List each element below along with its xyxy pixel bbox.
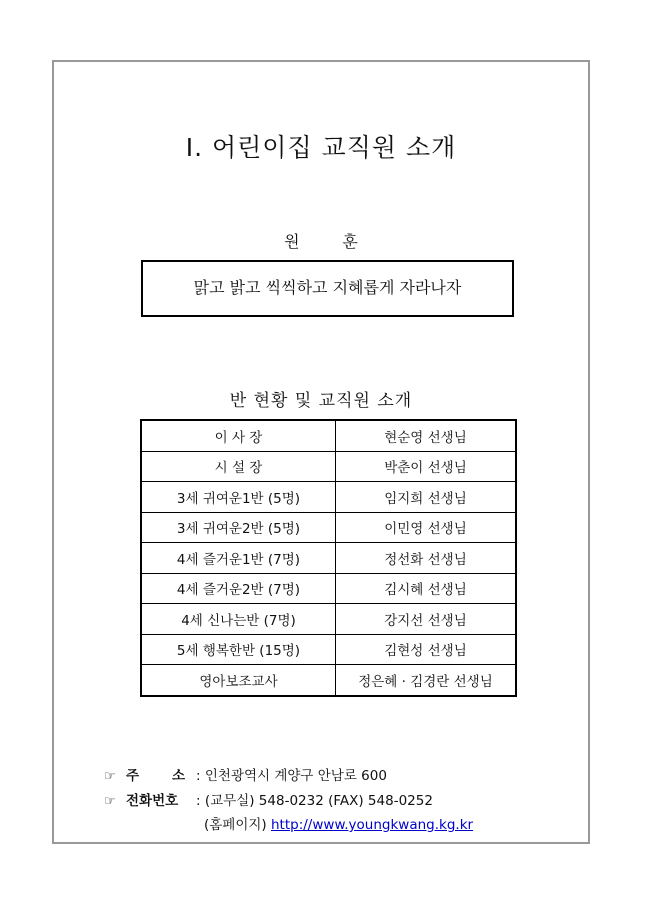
class-name-cell: 4세 즐거운1반 (7명)	[141, 543, 336, 574]
section-title: 반 현황 및 교직원 소개	[229, 391, 413, 411]
table-row	[141, 451, 516, 482]
table-row	[141, 543, 516, 574]
table-row	[141, 512, 516, 543]
teacher-name-cell: 강지선 선생님	[336, 604, 517, 635]
teacher-name-cell: 정선화 선생님	[336, 543, 517, 574]
class-name-cell: 3세 귀여운1반 (5명)	[141, 482, 336, 513]
phone-value: (교무실) 548-0232 (FAX) 548-0252	[204, 793, 433, 809]
teacher-name-cell: 박춘이 선생님	[336, 451, 517, 482]
class-name-cell: 3세 귀여운2반 (5명)	[141, 512, 336, 543]
table-row	[141, 573, 516, 604]
teacher-name-cell: 정은혜 · 김경란 선생님	[336, 665, 517, 696]
motto-label-char: 원	[284, 232, 300, 251]
class-name-cell: 4세 신나는반 (7명)	[141, 604, 336, 635]
address-separator: :	[196, 768, 201, 784]
teacher-name-cell: 이민영 선생님	[336, 512, 517, 543]
teacher-name-cell: 현순영 선생님	[336, 420, 517, 451]
pointing-hand-icon: ☞	[104, 769, 116, 784]
phone-line	[104, 789, 433, 809]
table-row	[141, 665, 516, 696]
teacher-name-cell: 김시혜 선생님	[336, 573, 517, 604]
teacher-name-cell: 김현성 선생님	[336, 634, 517, 665]
teacher-name-cell: 임지희 선생님	[336, 482, 517, 513]
table-row	[141, 604, 516, 635]
homepage-label: (홈페이지)	[204, 817, 267, 833]
address-line	[104, 764, 387, 784]
pointing-hand-icon: ☞	[104, 794, 116, 809]
table-row	[141, 482, 516, 513]
phone-separator: :	[196, 793, 201, 809]
class-name-cell: 이 사 장	[141, 420, 336, 451]
motto-label	[52, 229, 590, 252]
class-name-cell: 5세 행복한반 (15명)	[141, 634, 336, 665]
table-row	[141, 634, 516, 665]
class-name-cell: 4세 즐거운2반 (7명)	[141, 573, 336, 604]
homepage-link[interactable]: http://www.youngkwang.kg.kr	[271, 817, 474, 833]
staff-table	[140, 419, 517, 697]
page-title: Ⅰ. 어린이집 교직원 소개	[185, 133, 457, 162]
motto-label-char: 훈	[342, 232, 358, 251]
address-value: 인천광역시 계양구 안남로 600	[204, 768, 387, 784]
table-row	[141, 420, 516, 451]
class-name-cell: 시 설 장	[141, 451, 336, 482]
address-label: 주 소	[126, 768, 185, 784]
phone-label: 전화번호	[126, 793, 179, 809]
class-name-cell: 영아보조교사	[141, 665, 336, 696]
homepage-line	[204, 813, 473, 833]
motto-box: 맑고 밝고 씩씩하고 지혜롭게 자라나자	[141, 260, 514, 317]
